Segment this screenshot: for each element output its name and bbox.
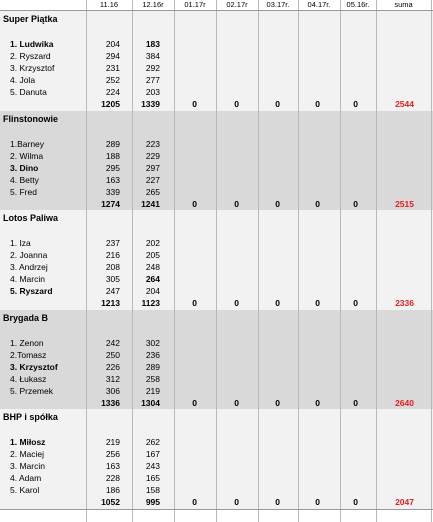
total-value: 0 (315, 99, 320, 109)
member-score: 223 (145, 139, 160, 149)
total-value: 0 (275, 398, 280, 408)
column-header-05-16r: 05.16r. (346, 0, 370, 9)
member-name: 1.Barney (10, 139, 45, 149)
member-name: 5. Fred (10, 187, 37, 197)
suma-value: 2047 (395, 497, 414, 507)
member-name: 2. Ryszard (10, 51, 51, 61)
member-name: 3. Marcin (10, 461, 45, 471)
member-score: 165 (145, 473, 160, 483)
total-value: 995 (145, 497, 160, 507)
member-score: 302 (145, 338, 160, 348)
member-name: 3. Andrzej (10, 262, 48, 272)
member-name: 2.Tomasz (10, 350, 47, 360)
member-score: 229 (145, 151, 160, 161)
member-score: 247 (105, 286, 120, 296)
member-score: 262 (145, 437, 160, 447)
column-header-01-17r: 01.17r (184, 0, 206, 9)
member-name: 5. Ryszard (10, 286, 53, 296)
total-value: 0 (234, 199, 239, 209)
total-value: 0 (315, 298, 320, 308)
total-value: 1274 (101, 199, 120, 209)
member-score: 258 (145, 374, 160, 384)
suma-value: 2515 (395, 199, 414, 209)
team-name: Brygada B (3, 313, 49, 323)
member-name: 4. Łukasz (10, 374, 47, 384)
suma-value: 2336 (395, 298, 414, 308)
member-score: 252 (105, 75, 120, 85)
member-score: 208 (105, 262, 120, 272)
member-score: 167 (145, 449, 160, 459)
member-score: 339 (105, 187, 120, 197)
member-score: 292 (145, 63, 160, 73)
total-value: 0 (192, 497, 197, 507)
member-name: 2. Wilma (10, 151, 44, 161)
member-name: 4. Marcin (10, 274, 45, 284)
member-name: 3. Dino (10, 163, 39, 173)
total-value: 1304 (141, 398, 160, 408)
total-value: 1241 (141, 199, 160, 209)
member-name: 1. Zenon (10, 338, 44, 348)
suma-value: 2544 (395, 99, 414, 109)
member-score: 243 (145, 461, 160, 471)
total-value: 0 (353, 199, 358, 209)
total-value: 0 (234, 497, 239, 507)
member-score: 305 (105, 274, 120, 284)
member-score: 250 (105, 350, 120, 360)
member-name: 2. Maciej (10, 449, 45, 459)
member-score: 289 (145, 362, 160, 372)
total-value: 1336 (101, 398, 120, 408)
total-value: 1205 (101, 99, 120, 109)
member-score: 264 (145, 274, 160, 284)
total-value: 0 (234, 298, 239, 308)
member-score: 216 (105, 250, 120, 260)
total-value: 0 (315, 497, 320, 507)
member-score: 205 (145, 250, 160, 260)
total-value: 0 (353, 99, 358, 109)
member-score: 312 (105, 374, 120, 384)
column-header-suma: suma (394, 0, 413, 9)
member-score: 256 (105, 449, 120, 459)
column-header-04-17r: 04.17r. (307, 0, 331, 9)
total-value: 0 (275, 497, 280, 507)
total-value: 0 (192, 398, 197, 408)
column-header-12-16r: 12.16r (142, 0, 164, 9)
member-name: 4. Betty (10, 175, 39, 185)
member-name: 5. Karol (10, 485, 40, 495)
column-header-02-17r: 02.17r (226, 0, 248, 9)
member-score: 227 (145, 175, 160, 185)
total-value: 0 (353, 398, 358, 408)
column-header-03-17r: 03.17r. (266, 0, 290, 9)
total-value: 0 (192, 199, 197, 209)
member-score: 203 (145, 87, 160, 97)
team-name: Flinstonowie (3, 114, 58, 124)
member-name: 3. Krzysztof (10, 63, 55, 73)
total-value: 0 (275, 298, 280, 308)
team-name: Lotos Paliwa (3, 213, 59, 223)
member-score: 242 (105, 338, 120, 348)
member-score: 224 (105, 87, 120, 97)
member-score: 265 (145, 187, 160, 197)
member-score: 248 (145, 262, 160, 272)
member-score: 226 (105, 362, 120, 372)
member-name: 1. Ludwika (10, 39, 54, 49)
member-score: 236 (145, 350, 160, 360)
member-score: 237 (105, 238, 120, 248)
member-score: 219 (105, 437, 120, 447)
suma-value: 2640 (395, 398, 414, 408)
total-value: 0 (315, 398, 320, 408)
member-score: 384 (145, 51, 160, 61)
member-name: 5. Przemek (10, 386, 53, 396)
total-value: 0 (275, 199, 280, 209)
member-score: 228 (105, 473, 120, 483)
member-score: 186 (105, 485, 120, 495)
member-score: 219 (145, 386, 160, 396)
member-score: 163 (105, 461, 120, 471)
member-score: 277 (145, 75, 160, 85)
total-value: 0 (315, 199, 320, 209)
total-value: 0 (234, 398, 239, 408)
total-value: 1213 (101, 298, 120, 308)
member-score: 297 (145, 163, 160, 173)
member-score: 231 (105, 63, 120, 73)
total-value: 0 (192, 298, 197, 308)
total-value: 0 (353, 298, 358, 308)
member-score: 158 (145, 485, 160, 495)
member-score: 306 (105, 386, 120, 396)
member-score: 163 (105, 175, 120, 185)
total-value: 1123 (141, 298, 160, 308)
total-value: 0 (192, 99, 197, 109)
total-value: 1052 (101, 497, 120, 507)
member-score: 294 (105, 51, 120, 61)
member-score: 183 (145, 39, 160, 49)
member-score: 204 (145, 286, 160, 296)
total-value: 1339 (141, 99, 160, 109)
column-header-11-16: 11.16 (99, 0, 119, 9)
member-score: 202 (145, 238, 160, 248)
member-name: 1. Miłosz (10, 437, 46, 447)
team-name: BHP i spółka (3, 412, 58, 422)
member-score: 289 (105, 139, 120, 149)
team-name: Super Piątka (3, 14, 58, 24)
member-name: 2. Joanna (10, 250, 48, 260)
member-name: 1. Iza (10, 238, 31, 248)
member-score: 188 (105, 151, 120, 161)
member-score: 295 (105, 163, 120, 173)
member-name: 5. Danuta (10, 87, 47, 97)
member-name: 3. Krzysztof (10, 362, 58, 372)
total-value: 0 (353, 497, 358, 507)
member-name: 4. Adam (10, 473, 42, 483)
member-score: 204 (105, 39, 120, 49)
total-value: 0 (234, 99, 239, 109)
total-value: 0 (275, 99, 280, 109)
member-name: 4. Jola (10, 75, 36, 85)
